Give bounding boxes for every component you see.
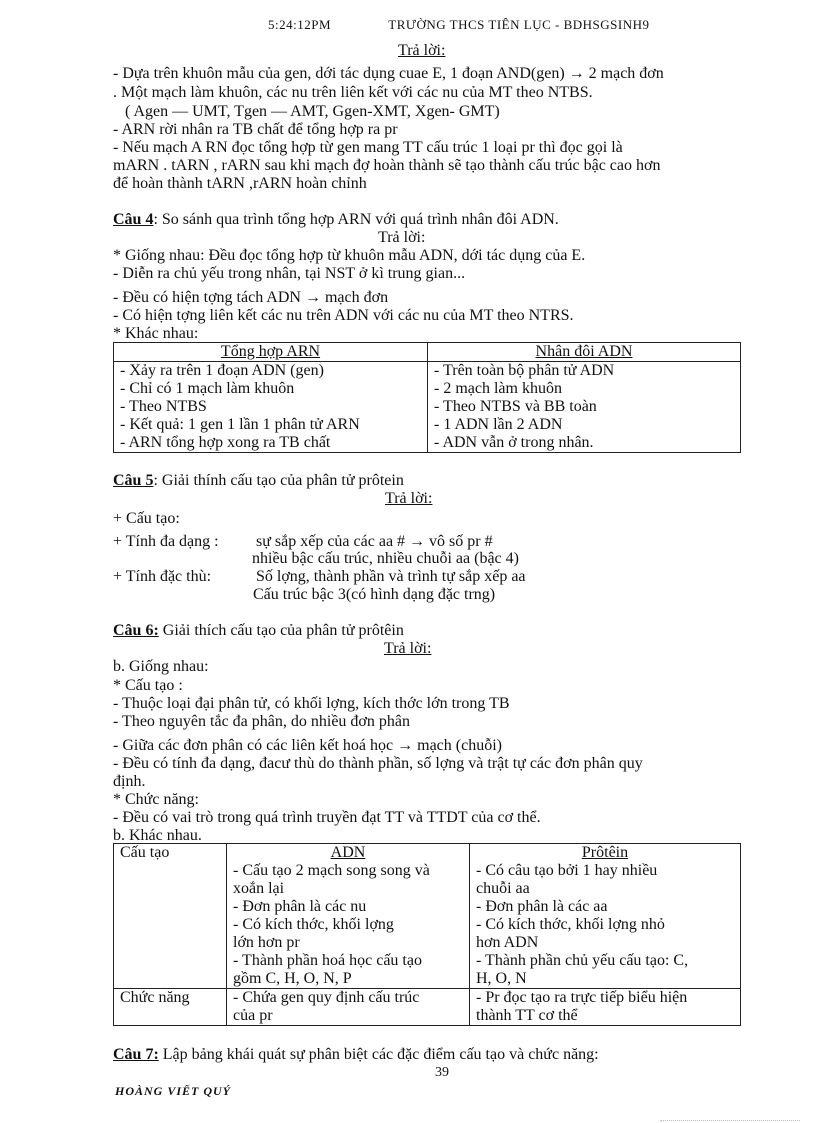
adn-column-header: ADN (330, 844, 366, 861)
adn-structure-cell (227, 844, 470, 989)
arn-item: - Chỉ có 1 mạch làm khuôn (120, 380, 295, 397)
q5-diversity-2: nhiều bậc cấu trúc, nhiều chuỗi aa (bậc 4) (252, 550, 519, 567)
question-6 (113, 622, 404, 640)
arn-synthesis-cell (114, 362, 428, 453)
adn-item: - ADN vẫn ở trong nhân. (434, 434, 594, 451)
question-5-label: Câu 5 (113, 472, 154, 489)
answer-heading-q6: Trả lời: (384, 640, 432, 657)
adn-structure-item: gồm C, H, O, N, P (233, 970, 352, 987)
page-number: 39 (435, 1065, 449, 1080)
question-4-text: : So sánh qua trình tổng hợp ARN với quá trình nhân đôi ADN. (153, 211, 559, 228)
question-7-text: Lập bảng khái quát sự phân biệt các đặc điểm cấu tạo và chức năng: (158, 1046, 599, 1063)
header-time: 5:24:12PM (268, 17, 332, 32)
top-line-1: - Dựa trên khuôn mẫu của gen, dới tác dụng cuae E, 1 đoạn AND(gen) → 2 mạch đơn (113, 65, 664, 82)
q5-specific-2: Cấu trúc bậc 3(có hình dạng đặc trng) (253, 586, 496, 603)
question-5-text: : Giải thính cấu tạo của phân tử prôtein (153, 472, 404, 489)
arn-item: - Theo NTBS (120, 398, 207, 415)
q6-line-3: - Thuộc loại đại phân tử, có khối lợng, kích thớc lớn trong TB (113, 695, 510, 712)
adn-replication-cell (428, 362, 741, 453)
top-line-2: . Một mạch làm khuôn, các nu trên liên kết với các nu của MT theo NTBS. (113, 84, 593, 101)
protein-structure-item: - Thành phần chủ yếu cấu tạo: C, (476, 952, 689, 969)
q6-line-7: định. (113, 773, 146, 790)
question-6-text: Giải thích cấu tạo của phân tử prôtêin (158, 622, 404, 639)
question-4-label: Câu 4 (113, 211, 154, 228)
answer-heading-q5: Trả lời: (385, 490, 433, 507)
adn-structure-item: - Có kích thớc, khối lợng (233, 916, 394, 933)
q6-line-8: * Chức năng: (113, 791, 199, 808)
adn-structure-item: - Thành phần hoá học cấu tạo (233, 952, 422, 969)
adn-item: - Theo NTBS và BB toàn (434, 398, 597, 415)
comparison-table-arn-adn (113, 342, 741, 453)
q5-specific-label: + Tính đặc thù: (113, 568, 212, 585)
arn-item: - ARN tổng hợp xong ra TB chất (120, 434, 331, 451)
protein-structure-item: chuỗi aa (476, 880, 530, 897)
adn-function-item: - Chứa gen quy định cấu trúc (233, 989, 420, 1006)
adn-function-cell (227, 989, 470, 1026)
footer-author: HOÀNG VIẾT QUÝ (115, 1084, 232, 1098)
question-6-label: Câu 6: (113, 622, 159, 639)
q4-line-4: - Có hiện tợng liên kết các nu trên ADN với các nu của MT theo NTRS. (113, 307, 574, 324)
top-line-4: - ARN rời nhân ra TB chất để tổng hợp ra pr (113, 121, 398, 138)
adn-structure-item: - Đơn phân là các nu (233, 898, 367, 915)
question-7 (113, 1046, 599, 1064)
arn-item: - Xảy ra trên 1 đoạn ADN (gen) (120, 362, 324, 379)
q4-line-1: * Giống nhau: Đều đọc tổng hợp từ khuôn mẫu ADN, dới tác dụng của E. (113, 247, 586, 264)
table-header-adn: Nhân đôi ADN (428, 343, 741, 362)
q6-line-2: * Cấu tạo : (113, 677, 183, 694)
protein-column-header: Prôtêin (581, 844, 629, 861)
adn-item: - 2 mạch làm khuôn (434, 380, 562, 397)
q5-diversity-1: sự sắp xếp của các aa # → vô số pr # (256, 533, 493, 550)
arn-item: - Kết quả: 1 gen 1 lần 1 phân tử ARN (120, 416, 360, 433)
answer-heading-q4: Trả lời: (378, 229, 426, 246)
q6-line-9: - Đều có vai trò trong quá trình truyền đạt TT và TTDT của cơ thể. (113, 809, 541, 826)
adn-item: - 1 ADN lần 2 ADN (434, 416, 563, 433)
top-line-6: mARN . tARN , rARN sau khi mạch đợ hoàn thành sẽ tạo thành cấu trúc bậc cao hơn (113, 157, 661, 174)
adn-item: - Trên toàn bộ phân tử ADN (434, 362, 615, 379)
adn-structure-item: xoắn lại (233, 880, 285, 897)
question-7-label: Câu 7: (113, 1046, 159, 1063)
protein-function-item: - Pr đọc tạo ra trực tiếp biểu hiện (476, 989, 688, 1006)
top-line-3: ( Agen — UMT, Tgen — AMT, Ggen-XMT, Xgen- GMT) (125, 103, 500, 120)
q5-specific-1: Số lợng, thành phần và trình tự sắp xếp aa (256, 568, 526, 585)
protein-structure-item: hơn ADN (476, 934, 539, 951)
q6-line-5: - Giữa các đơn phân có các liên kết hoá học → mạch (chuỗi) (113, 737, 502, 754)
q6-line-10: b. Khác nhau. (113, 827, 202, 844)
protein-function-item: thành TT cơ thể (476, 1007, 578, 1024)
header-school: TRƯỜNG THCS TIÊN LỤC - BDHSGSINH9 (388, 17, 650, 32)
question-5 (113, 472, 404, 490)
page-header (268, 16, 649, 34)
table-header-arn: Tổng hợp ARN (114, 343, 428, 362)
adn-structure-item: - Cấu tạo 2 mạch song song và (233, 862, 430, 879)
q4-line-3: - Đều có hiện tợng tách ADN → mạch đơn (113, 289, 389, 306)
question-4 (113, 211, 559, 229)
row-label-structure: Cấu tạo (114, 844, 227, 989)
top-line-7: để hoàn thành tARN ,rARN hoàn chỉnh (113, 175, 367, 192)
protein-structure-item: - Có câu tạo bởi 1 hay nhiều (476, 862, 658, 879)
protein-structure-item: H, O, N (476, 970, 527, 987)
protein-structure-item: - Có kích thớc, khối lợng nhỏ (476, 916, 665, 933)
q6-line-4: - Theo nguyên tắc đa phân, do nhiều đơn phân (113, 713, 410, 730)
q5-diversity-label: + Tính đa dạng : (113, 533, 219, 550)
adn-function-item: của pr (233, 1007, 273, 1024)
row-label-function: Chức năng (114, 989, 227, 1026)
top-line-5: - Nếu mạch A RN đọc tổng hợp từ gen mang TT cấu trúc 1 loại pr thì đọc gọi là (113, 139, 623, 156)
answer-heading-top: Trả lời: (398, 42, 446, 59)
comparison-table-adn-protein (113, 843, 741, 1026)
q4-line-2: - Diễn ra chủ yếu trong nhân, tại NST ở kì trung gian... (113, 265, 466, 282)
q4-line-5: * Khác nhau: (113, 325, 199, 342)
footer-rule (660, 1120, 800, 1121)
q6-line-6: - Đều có tính đa dạng, đacư thù do thành phần, số lợng và trật tự các đơn phân quy (113, 755, 643, 772)
q6-line-1: b. Giống nhau: (113, 658, 209, 675)
protein-function-cell (470, 989, 741, 1026)
protein-structure-cell (470, 844, 741, 989)
adn-structure-item: lớn hơn pr (233, 934, 300, 951)
protein-structure-item: - Đơn phân là các aa (476, 898, 608, 915)
q5-structure: + Cấu tạo: (113, 510, 180, 527)
